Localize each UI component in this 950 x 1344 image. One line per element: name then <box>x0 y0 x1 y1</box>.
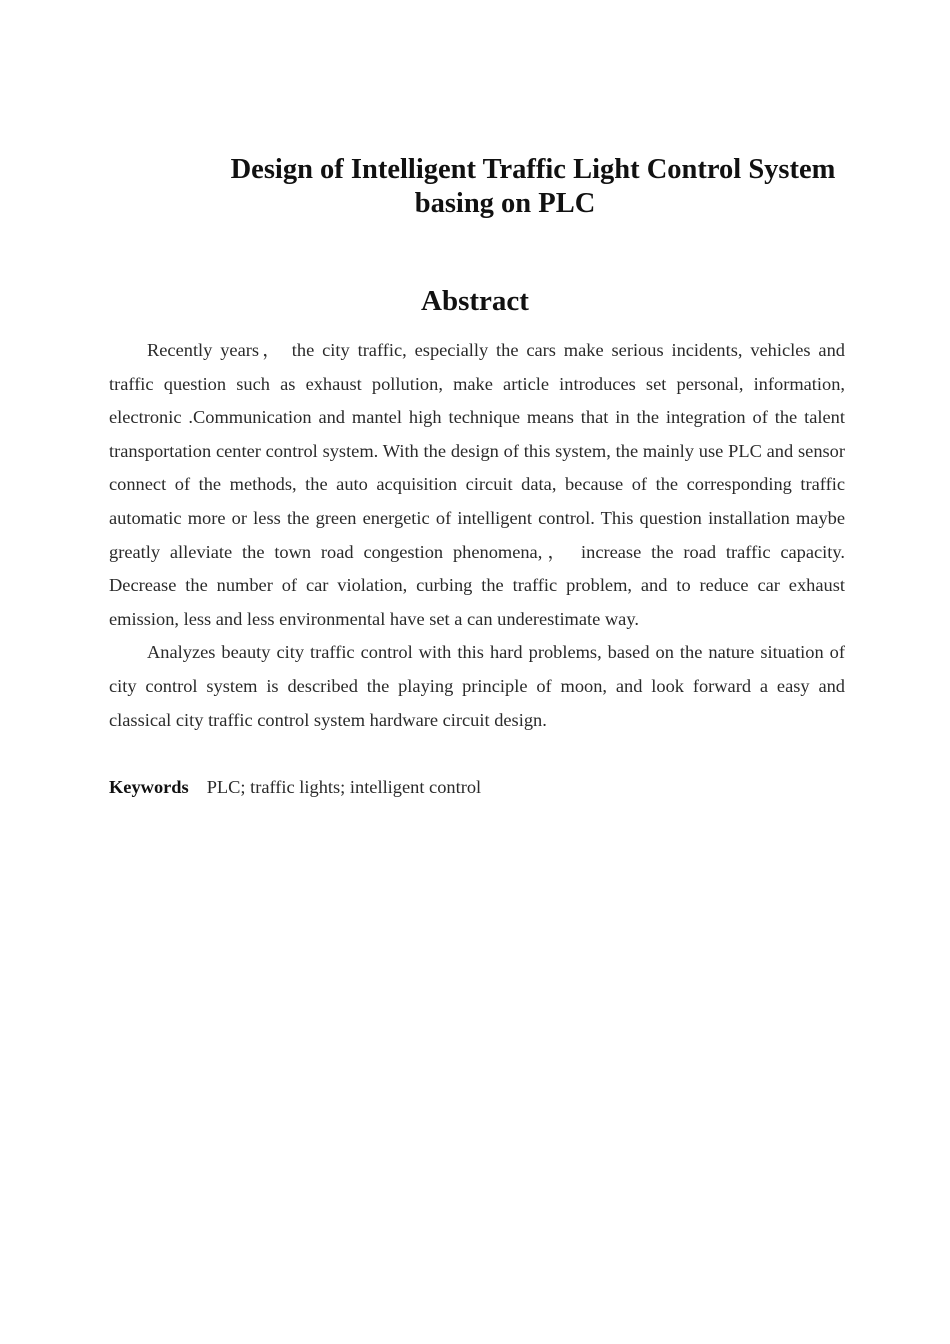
title-line-1: Design of Intelligent Traffic Light Control System <box>230 154 836 185</box>
keywords-value: PLC; traffic lights; intelligent control <box>206 777 482 797</box>
title-line-2: basing on PLC <box>414 188 596 219</box>
keywords-label: Keywords <box>109 777 189 797</box>
abstract-heading: Abstract <box>421 285 529 317</box>
document-title <box>150 153 860 221</box>
abstract-paragraph-1: Recently years， the city traffic, especially the cars make serious incidents, vehicles and traffic question such as exhaust pollution, make article introduces set personal, information, electronic .Communication and mantel high technique means that in the integration of the talent transportation center control system. With the design of this system, the mainly use PLC and sensor connect of the methods, the auto acquisition circuit data, because of the corresponding traffic automatic more or less the green energetic of intelligent control. This question installation maybe greatly alleviate the town road congestion phenomena,， increase the road traffic capacity. Decrease the number of car violation, curbing the traffic problem, and to reduce car exhaust emission, less and less environmental have set a can underestimate way. <box>109 340 845 629</box>
keywords-line <box>109 771 845 803</box>
abstract-paragraph-2: Analyzes beauty city traffic control with this hard problems, based on the nature situation of city control system is described the playing principle of moon, and look forward a easy and classical city traffic control system hardware circuit design. <box>109 642 845 730</box>
abstract-body <box>109 334 845 737</box>
